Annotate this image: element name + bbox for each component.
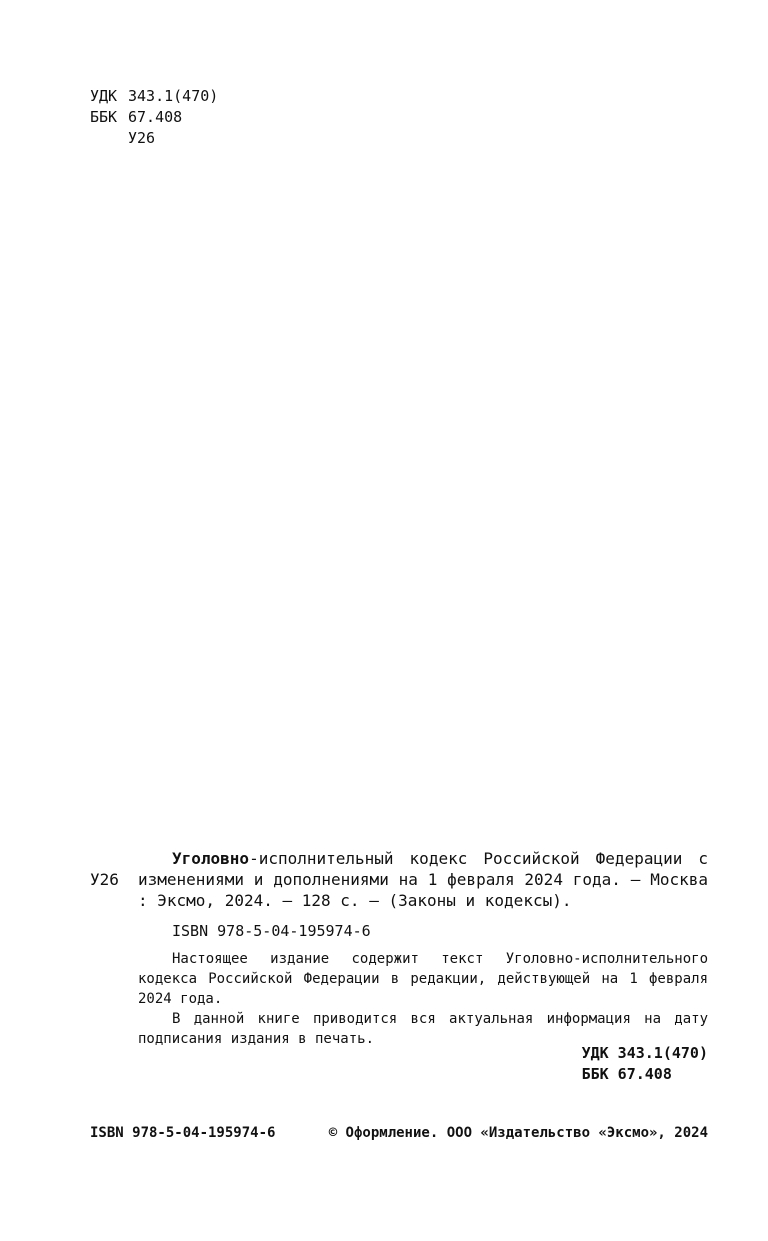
bottom-classification bbox=[582, 1043, 708, 1085]
title-rest: -исполнительный кодекс Российской Федерации с изменениями и дополнениями на 1 февраля 2024 года. — Москва : Эксмо, 2024. — 128 с. — (Законы и кодексы). bbox=[138, 849, 708, 910]
bbk-bottom: ББК 67.408 bbox=[581, 1065, 672, 1083]
annotation-paragraph-2: В данной книге приводится вся актуальная информация на дату подписания издания в печать. bbox=[138, 1011, 708, 1047]
annotation-paragraph-1: Настоящее издание содержит текст Уголовно-исполнительного кодекса Российской Федерации в редакции, действующей на 1 февраля 2024 года. bbox=[138, 951, 708, 1007]
footer-copyright: © Оформление. ООО «Издательство «Эксмо», 2024 bbox=[328, 1125, 708, 1141]
bbk-value: 67.408 bbox=[128, 108, 183, 126]
footer-isbn: ISBN 978-5-04-195974-6 bbox=[90, 1125, 276, 1141]
bbk-label: ББК bbox=[90, 108, 118, 126]
author-mark-top: У26 bbox=[128, 129, 156, 147]
udk-value: 343.1(470) bbox=[128, 87, 219, 105]
record-isbn: ISBN 978-5-04-195974-6 bbox=[172, 922, 371, 940]
annotation bbox=[138, 949, 708, 1049]
udk-top bbox=[90, 86, 218, 107]
udk-label: УДК bbox=[90, 87, 118, 105]
title-bold: Уголовно bbox=[172, 849, 250, 868]
author-mark-record: У26 bbox=[90, 870, 119, 889]
bibliographic-record bbox=[138, 848, 708, 911]
record-title bbox=[138, 848, 708, 911]
udk-bottom: УДК 343.1(470) bbox=[581, 1044, 708, 1062]
bbk-top bbox=[90, 107, 182, 128]
